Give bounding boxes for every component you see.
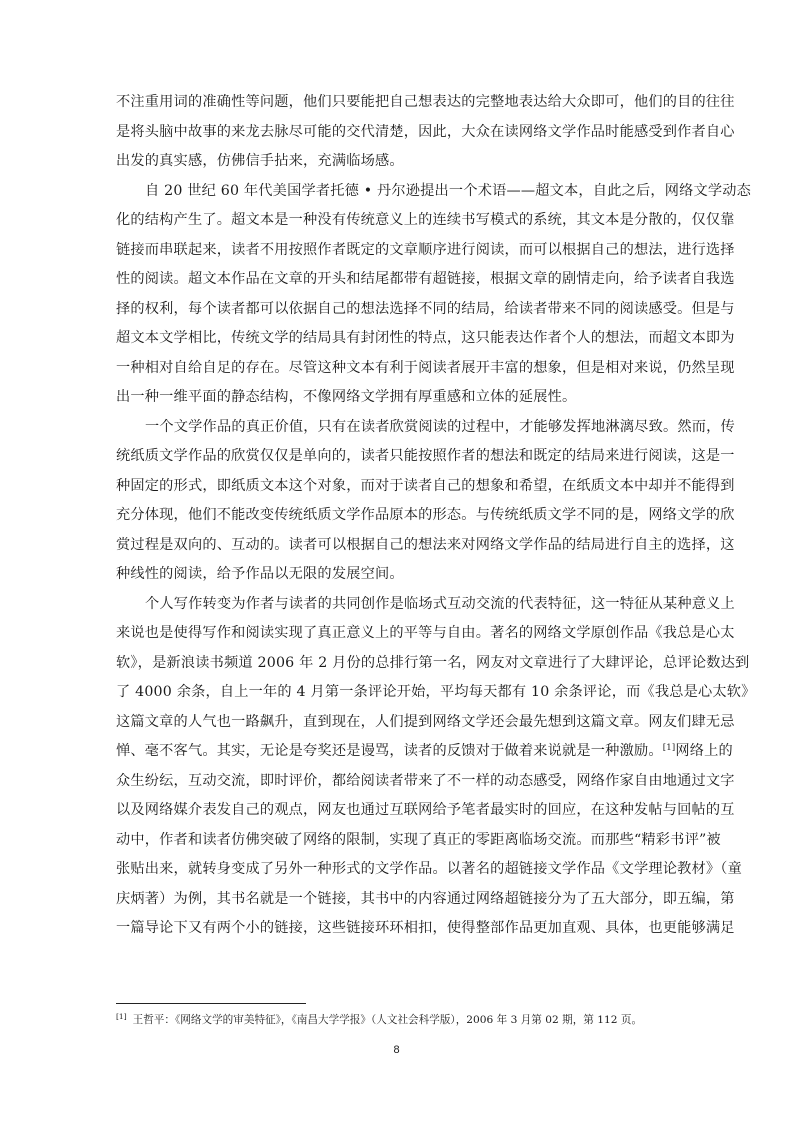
page-number: 8: [393, 1044, 400, 1056]
text-line: 自 20 世纪 60 年代美国学者托德 • 丹尔逊提出一个术语——超文本，自此之后，网络文学动态: [145, 182, 752, 199]
text-segment: 惮、毫不客气。其实，无论是夸奖还是谩骂，读者的反馈对于做着来说就是一种激励。: [116, 743, 663, 759]
text-line: 来说也是使得写作和阅读实现了真正意义上的平等与自由。著名的网络文学原创作品《我总是心太: [116, 625, 735, 641]
paragraph: [116, 88, 735, 177]
text-line: 一个文学作品的真正价值，只有在读者欣赏阅读的过程中，才能够发挥地淋漓尽致。然而，传: [145, 418, 735, 435]
text-line-with-reference: [116, 737, 733, 767]
text-line: 统纸质文学作品的欣赏仅仅是单向的，读者只能按照作者的想法和既定的结局来进行阅读，这是一: [116, 448, 735, 464]
text-line: 个人写作转变为作者与读者的共同创作是临场式互动交流的代表特征，这一特征从某种意义上: [145, 595, 735, 612]
text-line: 择的权利，每个读者都可以依据自己的想法选择不同的结局，给读者带来不同的阅读感受。但是与: [116, 300, 735, 317]
text-line: 张贴出来，就转身变成了另外一种形式的文学作品。以著名的超链接文学作品《文学理论教材》（童: [116, 861, 742, 877]
text-line: 出一种一维平面的静态结构，不像网络文学拥有厚重感和立体的延展性。: [116, 389, 577, 405]
text-line: 软》，是新浪读书频道 2006 年 2 月份的总排行第一名，网友对文章进行了大肆评论，总评论数达到: [116, 654, 750, 671]
text-line: 这篇文章的人气也一路飙升，直到现在，人们提到网络文学还会最先想到这篇文章。网友们肆无忌: [116, 713, 735, 730]
text-line: 动中，作者和读者仿佛突破了网络的限制，实现了真正的零距离临场交流。而那些“精彩书评”被: [116, 831, 721, 848]
footnote-text: 王哲平：《网络文学的审美特征》，《南昌大学学报》（人文社会科学版），2006 年 3 月第 02 期，第 112 页。: [132, 1014, 643, 1026]
footnote-reference[interactable]: [1]: [662, 743, 676, 753]
text-line: 庆炳著）为例，其书名就是一个链接，其书中的内容通过网络超链接分为了五大部分，即五编，第: [116, 890, 735, 907]
text-line: 赏过程是双向的、互动的。读者可以根据自己的想法来对网络文学作品的结局进行自主的选择，这: [116, 536, 735, 553]
text-line: 链接而串联起来，读者不用按照作者既定的文章顺序进行阅读，而可以根据自己的想法，进行选择: [116, 241, 735, 258]
text-line: 一种相对自给自足的存在。尽管这种文本有利于阅读者展开丰富的想象，但是相对来说，仍然呈现: [116, 359, 735, 376]
paragraph: [116, 177, 752, 413]
text-line: 不注重用词的准确性等问题，他们只要能把自己想表达的完整地表达给大众即可，他们的目的往往: [116, 94, 735, 110]
text-line: 是将头脑中故事的来龙去脉尽可能的交代清楚，因此，大众在读网络文学作品时能感受到作者自心: [116, 123, 735, 140]
text-line: 种固定的形式，即纸质文本这个对象，而对于读者自己的想象和希望，在纸质文本中却并不能得到: [116, 477, 735, 494]
text-line: 化的结构产生了。超文本是一种没有传统意义上的连续书写模式的系统，其文本是分散的，仅仅靠: [116, 212, 735, 228]
footnote: [116, 1012, 716, 1028]
text-segment: 网络上的: [675, 743, 733, 759]
text-line: 了 4000 余条，自上一年的 4 月第一条评论开始，平均每天都有 10 余条评论，而《我总是心太软》: [116, 684, 756, 700]
text-line: 超文本文学相比，传统文学的结局具有封闭性的特点，这只能表达作者个人的想法，而超文本即为: [116, 330, 735, 346]
text-line: 充分体现，他们不能改变传统纸质文学作品原本的形态。与传统纸质文学不同的是，网络文学的欣: [116, 507, 735, 523]
footnote-mark: [1]: [116, 1012, 127, 1021]
footnote-divider: [116, 1003, 306, 1004]
text-line: 一篇导论下又有两个小的链接，这些链接环环相扣，使得整部作品更加直观、具体，也更能够满足: [116, 920, 735, 936]
text-line: 性的阅读。超文本作品在文章的开头和结尾都带有超链接，根据文章的剧情走向，给予读者自我选: [116, 271, 735, 287]
text-line: 以及网络媒介表发自己的观点，网友也通过互联网给予笔者最实时的回应，在这种发帖与回帖的互: [116, 802, 735, 818]
paragraph: [116, 413, 735, 590]
paragraph: [116, 590, 756, 944]
text-line: 众生纷纭，互动交流，即时评价，都给阅读者带来了不一样的动态感受，网络作家自由地通过文字: [116, 772, 735, 789]
text-line: 种线性的阅读，给予作品以无限的发展空间。: [116, 566, 404, 582]
body-text: [116, 88, 756, 944]
text-line: 出发的真实感，仿佛信手拈来，充满临场感。: [116, 153, 404, 169]
